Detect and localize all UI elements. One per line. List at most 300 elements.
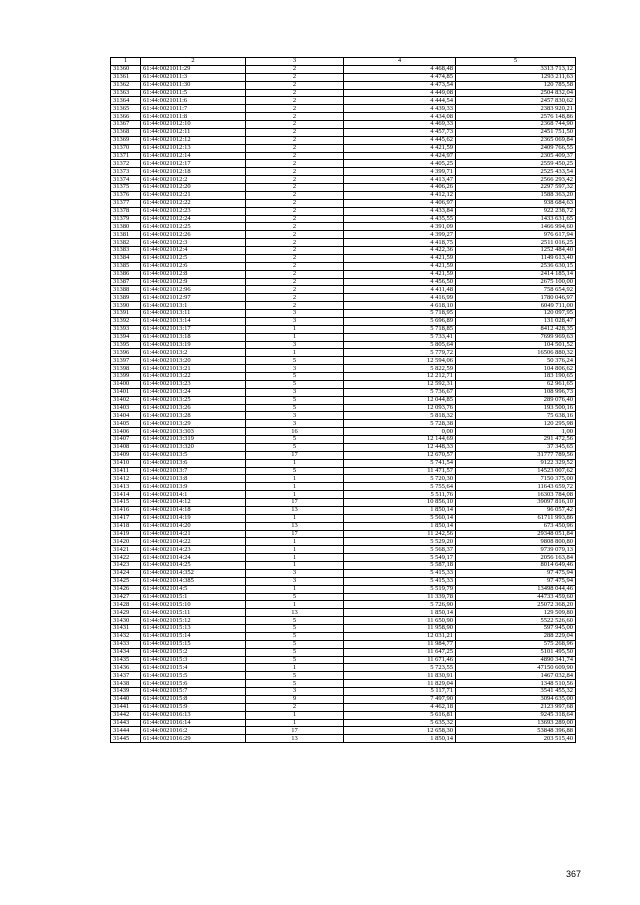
- specific-value-cell: 4 399,27: [344, 231, 456, 239]
- cadastral-number-cell: 61:44:0021014:21: [141, 530, 246, 538]
- specific-value-cell: 5 723,55: [344, 664, 456, 672]
- table-row: [111, 727, 576, 735]
- row-number-cell: 31430: [111, 617, 141, 625]
- table-row: [111, 656, 576, 664]
- cadastral-value-cell: 9122 329,52: [456, 459, 576, 467]
- cadastral-value-cell: 5522 526,60: [456, 617, 576, 625]
- row-number-cell: 31436: [111, 664, 141, 672]
- specific-value-cell: 4 462,18: [344, 703, 456, 711]
- cadastral-value-cell: 291 472,56: [456, 436, 576, 444]
- table-row: [111, 168, 576, 176]
- group-code-cell: 16: [246, 428, 344, 436]
- group-code-cell: 5: [246, 436, 344, 444]
- row-number-cell: 31437: [111, 672, 141, 680]
- group-code-cell: 1: [246, 585, 344, 593]
- row-number-cell: 31398: [111, 365, 141, 373]
- table-row: [111, 420, 576, 428]
- group-code-cell: 17: [246, 451, 344, 459]
- table-row: [111, 239, 576, 247]
- cadastral-value-cell: 1348 510,56: [456, 680, 576, 688]
- specific-value-cell: 5 549,17: [344, 554, 456, 562]
- cadastral-value-cell: 108 996,73: [456, 388, 576, 396]
- row-number-cell: 31440: [111, 695, 141, 703]
- table-row: [111, 144, 576, 152]
- row-number-cell: 31390: [111, 302, 141, 310]
- specific-value-cell: 5 117,71: [344, 688, 456, 696]
- cadastral-number-cell: 61:44:0021014:352: [141, 569, 246, 577]
- table-row: [111, 357, 576, 365]
- specific-value-cell: 5 587,18: [344, 562, 456, 570]
- cadastral-number-cell: 61:44:0021011:5: [141, 89, 246, 97]
- group-code-cell: 2: [246, 294, 344, 302]
- cadastral-value-cell: 1588 363,20: [456, 191, 576, 199]
- table-row: [111, 404, 576, 412]
- row-number-cell: 31362: [111, 81, 141, 89]
- table-row: [111, 286, 576, 294]
- group-code-cell: 13: [246, 522, 344, 530]
- cadastral-value-cell: 129 509,80: [456, 609, 576, 617]
- table-row: [111, 617, 576, 625]
- table-row: [111, 333, 576, 341]
- specific-value-cell: 10 856,10: [344, 499, 456, 507]
- cadastral-value-cell: 120 097,95: [456, 310, 576, 318]
- cadastral-value-cell: 13693 289,00: [456, 719, 576, 727]
- specific-value-cell: 12 031,21: [344, 632, 456, 640]
- cadastral-number-cell: 61:44:0021013:8: [141, 475, 246, 483]
- specific-value-cell: 11 339,78: [344, 593, 456, 601]
- table-row: [111, 522, 576, 530]
- group-code-cell: 2: [246, 207, 344, 215]
- group-code-cell: 2: [246, 89, 344, 97]
- specific-value-cell: 4 412,12: [344, 191, 456, 199]
- specific-value-cell: 4 457,73: [344, 128, 456, 136]
- cadastral-number-cell: 61:44:0021014:20: [141, 522, 246, 530]
- row-number-cell: 31393: [111, 325, 141, 333]
- cadastral-number-cell: 61:44:0021012:10: [141, 121, 246, 129]
- cadastral-value-cell: 2566 293,42: [456, 176, 576, 184]
- row-number-cell: 31419: [111, 530, 141, 538]
- specific-value-cell: 4 406,97: [344, 199, 456, 207]
- specific-value-cell: 4 413,47: [344, 176, 456, 184]
- cadastral-number-cell: 61:44:0021012:24: [141, 215, 246, 223]
- cadastral-value-cell: 120 785,58: [456, 81, 576, 89]
- group-code-cell: 2: [246, 302, 344, 310]
- row-number-cell: 31408: [111, 443, 141, 451]
- specific-value-cell: 12 592,31: [344, 380, 456, 388]
- cadastral-number-cell: 61:44:0021015:8: [141, 695, 246, 703]
- cadastral-value-cell: 2365 069,84: [456, 136, 576, 144]
- table-row: [111, 569, 576, 577]
- cadastral-value-cell: 3094 635,00: [456, 695, 576, 703]
- row-number-cell: 31401: [111, 388, 141, 396]
- row-number-cell: 31386: [111, 270, 141, 278]
- cadastral-number-cell: 61:44:0021012:8: [141, 270, 246, 278]
- cadastral-value-cell: 2414 185,14: [456, 270, 576, 278]
- specific-value-cell: 4 435,55: [344, 215, 456, 223]
- row-number-cell: 31383: [111, 247, 141, 255]
- specific-value-cell: 5 560,14: [344, 514, 456, 522]
- cadastral-value-cell: 2056 163,84: [456, 554, 576, 562]
- cadastral-value-cell: 9739 079,13: [456, 546, 576, 554]
- specific-value-cell: 11 471,57: [344, 467, 456, 475]
- specific-value-cell: 12 594,06: [344, 357, 456, 365]
- row-number-cell: 31428: [111, 601, 141, 609]
- cadastral-value-cell: 8412 428,35: [456, 325, 576, 333]
- group-code-cell: 5: [246, 373, 344, 381]
- cadastral-number-cell: 61:44:0021013:5: [141, 451, 246, 459]
- row-number-cell: 31381: [111, 231, 141, 239]
- group-code-cell: 2: [246, 160, 344, 168]
- cadastral-number-cell: 61:44:0021012:3: [141, 239, 246, 247]
- row-number-cell: 31444: [111, 727, 141, 735]
- cadastral-number-cell: 61:44:0021012:20: [141, 184, 246, 192]
- table-row: [111, 388, 576, 396]
- table-row: [111, 467, 576, 475]
- cadastral-number-cell: 61:44:0021013:24: [141, 388, 246, 396]
- cadastral-value-cell: 2536 630,15: [456, 262, 576, 270]
- group-code-cell: 1: [246, 601, 344, 609]
- specific-value-cell: 11 671,46: [344, 656, 456, 664]
- specific-value-cell: 12 658,30: [344, 727, 456, 735]
- table-row: [111, 247, 576, 255]
- group-code-cell: 2: [246, 254, 344, 262]
- row-number-cell: 31378: [111, 207, 141, 215]
- specific-value-cell: 4 434,08: [344, 113, 456, 121]
- row-number-cell: 31439: [111, 688, 141, 696]
- row-number-cell: 31375: [111, 184, 141, 192]
- cadastral-value-cell: 120 295,98: [456, 420, 576, 428]
- table-row: [111, 310, 576, 318]
- table-body: [111, 65, 576, 742]
- cadastral-value-cell: 50 376,24: [456, 357, 576, 365]
- group-code-cell: 3: [246, 388, 344, 396]
- specific-value-cell: 4 421,59: [344, 144, 456, 152]
- cadastral-value-cell: 2409 766,55: [456, 144, 576, 152]
- table-row: [111, 514, 576, 522]
- table-row: [111, 65, 576, 73]
- specific-value-cell: 5 519,79: [344, 585, 456, 593]
- specific-value-cell: 5 822,59: [344, 365, 456, 373]
- cadastral-value-cell: 47150 609,90: [456, 664, 576, 672]
- table-row: [111, 349, 576, 357]
- specific-value-cell: 11 829,04: [344, 680, 456, 688]
- data-sheet: [110, 57, 575, 743]
- header-row: [111, 58, 576, 66]
- specific-value-cell: 4 449,08: [344, 89, 456, 97]
- cadastral-value-cell: 7150 375,00: [456, 475, 576, 483]
- table-row: [111, 664, 576, 672]
- table-row: [111, 89, 576, 97]
- group-code-cell: 3: [246, 688, 344, 696]
- cadastral-value-cell: 1,00: [456, 428, 576, 436]
- specific-value-cell: 4 422,36: [344, 247, 456, 255]
- row-number-cell: 31445: [111, 735, 141, 743]
- group-code-cell: 2: [246, 65, 344, 73]
- table-header: [111, 58, 576, 66]
- row-number-cell: 31377: [111, 199, 141, 207]
- cadastral-number-cell: 61:44:0021011:3: [141, 73, 246, 81]
- table-row: [111, 491, 576, 499]
- table-row: [111, 191, 576, 199]
- row-number-cell: 31391: [111, 310, 141, 318]
- cadastral-value-cell: 673 450,96: [456, 522, 576, 530]
- group-code-cell: 3: [246, 420, 344, 428]
- cadastral-value-cell: 1780 046,97: [456, 294, 576, 302]
- cadastral-number-cell: 61:44:0021012:6: [141, 262, 246, 270]
- cadastral-value-cell: 2297 597,32: [456, 184, 576, 192]
- row-number-cell: 31361: [111, 73, 141, 81]
- table-row: [111, 546, 576, 554]
- row-number-cell: 31415: [111, 499, 141, 507]
- cadastral-number-cell: 61:44:0021015:1: [141, 593, 246, 601]
- table-row: [111, 719, 576, 727]
- cadastral-value-cell: 597 945,00: [456, 625, 576, 633]
- row-number-cell: 31435: [111, 656, 141, 664]
- row-number-cell: 31367: [111, 121, 141, 129]
- group-code-cell: 3: [246, 317, 344, 325]
- cadastral-number-cell: 61:44:0021015:13: [141, 625, 246, 633]
- group-code-cell: 2: [246, 176, 344, 184]
- cadastral-number-cell: 61:44:0021015:6: [141, 680, 246, 688]
- cadastral-number-cell: 61:44:0021015:14: [141, 632, 246, 640]
- table-row: [111, 341, 576, 349]
- group-code-cell: 3: [246, 341, 344, 349]
- row-number-cell: 31424: [111, 569, 141, 577]
- cadastral-number-cell: 61:44:0021014:23: [141, 546, 246, 554]
- cadastral-value-cell: 13498 044,46: [456, 585, 576, 593]
- table-row: [111, 695, 576, 703]
- header-col-5: 5: [456, 58, 576, 66]
- specific-value-cell: 11 830,91: [344, 672, 456, 680]
- group-code-cell: 2: [246, 278, 344, 286]
- row-number-cell: 31414: [111, 491, 141, 499]
- row-number-cell: 31371: [111, 152, 141, 160]
- group-code-cell: 13: [246, 609, 344, 617]
- table-row: [111, 254, 576, 262]
- cadastral-number-cell: 61:44:0021015:5: [141, 672, 246, 680]
- cadastral-value-cell: 97 475,94: [456, 569, 576, 577]
- cadastral-value-cell: 1252 484,40: [456, 247, 576, 255]
- table-row: [111, 121, 576, 129]
- specific-value-cell: 4 391,09: [344, 223, 456, 231]
- table-row: [111, 459, 576, 467]
- cadastral-value-cell: 44733 459,60: [456, 593, 576, 601]
- group-code-cell: 1: [246, 719, 344, 727]
- table-row: [111, 302, 576, 310]
- cadastral-value-cell: 922 238,72: [456, 207, 576, 215]
- specific-value-cell: 5 635,32: [344, 719, 456, 727]
- specific-value-cell: 4 473,54: [344, 81, 456, 89]
- cadastral-value-cell: 39097 816,10: [456, 499, 576, 507]
- cadastral-number-cell: 61:44:0021012:23: [141, 207, 246, 215]
- row-number-cell: 31397: [111, 357, 141, 365]
- cadastral-value-cell: 7699 969,63: [456, 333, 576, 341]
- specific-value-cell: 4 445,62: [344, 136, 456, 144]
- header-col-1: 1: [111, 58, 141, 66]
- group-code-cell: 2: [246, 191, 344, 199]
- group-code-cell: 2: [246, 262, 344, 270]
- row-number-cell: 31389: [111, 294, 141, 302]
- group-code-cell: 17: [246, 530, 344, 538]
- specific-value-cell: 5 755,64: [344, 483, 456, 491]
- row-number-cell: 31370: [111, 144, 141, 152]
- group-code-cell: 5: [246, 648, 344, 656]
- row-number-cell: 31402: [111, 396, 141, 404]
- row-number-cell: 31365: [111, 105, 141, 113]
- cadastral-number-cell: 61:44:0021013:6: [141, 459, 246, 467]
- cadastral-number-cell: 61:44:0021011:7: [141, 105, 246, 113]
- specific-value-cell: 4 474,85: [344, 73, 456, 81]
- table-row: [111, 554, 576, 562]
- cadastral-value-cell: 5101 495,50: [456, 648, 576, 656]
- cadastral-value-cell: 96 057,42: [456, 506, 576, 514]
- cadastral-value-cell: 575 268,96: [456, 640, 576, 648]
- cadastral-number-cell: 61:44:0021016:29: [141, 735, 246, 743]
- table-row: [111, 412, 576, 420]
- row-number-cell: 31438: [111, 680, 141, 688]
- group-code-cell: 1: [246, 491, 344, 499]
- group-code-cell: 2: [246, 73, 344, 81]
- table-row: [111, 609, 576, 617]
- cadastral-number-cell: 61:44:0021011:30: [141, 81, 246, 89]
- table-row: [111, 562, 576, 570]
- cadastral-number-cell: 61:44:0021012:25: [141, 223, 246, 231]
- group-code-cell: 1: [246, 664, 344, 672]
- table-row: [111, 483, 576, 491]
- cadastral-number-cell: 61:44:0021012:96: [141, 286, 246, 294]
- group-code-cell: 1: [246, 711, 344, 719]
- cadastral-value-cell: 131 028,47: [456, 317, 576, 325]
- row-number-cell: 31406: [111, 428, 141, 436]
- table-row: [111, 152, 576, 160]
- table-row: [111, 176, 576, 184]
- group-code-cell: 5: [246, 680, 344, 688]
- cadastral-value-cell: 758 654,92: [456, 286, 576, 294]
- table-row: [111, 81, 576, 89]
- cadastral-number-cell: 61:44:0021015:12: [141, 617, 246, 625]
- cadastral-number-cell: 61:44:0021014:18: [141, 506, 246, 514]
- row-number-cell: 31395: [111, 341, 141, 349]
- cadastral-value-cell: 37 345,65: [456, 443, 576, 451]
- cadastral-number-cell: 61:44:0021015:15: [141, 640, 246, 648]
- header-col-2: 2: [141, 58, 246, 66]
- row-number-cell: 31392: [111, 317, 141, 325]
- cadastral-value-cell: 1466 994,60: [456, 223, 576, 231]
- specific-value-cell: 12 448,33: [344, 443, 456, 451]
- group-code-cell: 3: [246, 577, 344, 585]
- cadastral-number-cell: 61:44:0021013:20: [141, 357, 246, 365]
- table-row: [111, 672, 576, 680]
- table-row: [111, 688, 576, 696]
- row-number-cell: 31433: [111, 640, 141, 648]
- cadastral-number-cell: 61:44:0021012:97: [141, 294, 246, 302]
- group-code-cell: 5: [246, 357, 344, 365]
- table-row: [111, 530, 576, 538]
- group-code-cell: 1: [246, 554, 344, 562]
- cadastral-value-cell: 203 515,40: [456, 735, 576, 743]
- cadastral-value-cell: 2383 920,21: [456, 105, 576, 113]
- cadastral-number-cell: 61:44:0021015:11: [141, 609, 246, 617]
- cadastral-number-cell: 61:44:0021014:12: [141, 499, 246, 507]
- specific-value-cell: 5 818,32: [344, 412, 456, 420]
- cadastral-value-cell: 1149 613,40: [456, 254, 576, 262]
- cadastral-number-cell: 61:44:0021016:2: [141, 727, 246, 735]
- specific-value-cell: 12 212,71: [344, 373, 456, 381]
- specific-value-cell: 4 444,54: [344, 97, 456, 105]
- row-number-cell: 31410: [111, 459, 141, 467]
- table-row: [111, 223, 576, 231]
- specific-value-cell: 0,00: [344, 428, 456, 436]
- table-row: [111, 380, 576, 388]
- cadastral-number-cell: 61:44:0021012:14: [141, 152, 246, 160]
- row-number-cell: 31366: [111, 113, 141, 121]
- specific-value-cell: 4 618,10: [344, 302, 456, 310]
- group-code-cell: 2: [246, 215, 344, 223]
- specific-value-cell: 12 670,57: [344, 451, 456, 459]
- table-row: [111, 711, 576, 719]
- cadastral-number-cell: 61:44:0021013:320: [141, 443, 246, 451]
- row-number-cell: 31441: [111, 703, 141, 711]
- group-code-cell: 1: [246, 475, 344, 483]
- cadastral-number-cell: 61:44:0021012:11: [141, 128, 246, 136]
- specific-value-cell: 5 511,76: [344, 491, 456, 499]
- cadastral-value-cell: 183 190,65: [456, 373, 576, 381]
- table-row: [111, 325, 576, 333]
- page-number: 367: [566, 869, 582, 879]
- cadastral-value-cell: 6049 711,00: [456, 302, 576, 310]
- cadastral-value-cell: 62 961,65: [456, 380, 576, 388]
- row-number-cell: 31432: [111, 632, 141, 640]
- table-row: [111, 585, 576, 593]
- cadastral-value-cell: 2504 832,04: [456, 89, 576, 97]
- group-code-cell: 3: [246, 412, 344, 420]
- cadastral-number-cell: 61:44:0021013:17: [141, 325, 246, 333]
- cadastral-number-cell: 61:44:0021015:10: [141, 601, 246, 609]
- cadastral-value-cell: 938 684,63: [456, 199, 576, 207]
- table-row: [111, 735, 576, 743]
- specific-value-cell: 4 405,25: [344, 160, 456, 168]
- specific-value-cell: 4 439,33: [344, 105, 456, 113]
- cadastral-value-cell: 289 076,40: [456, 396, 576, 404]
- cadastral-number-cell: 61:44:0021013:23: [141, 380, 246, 388]
- cadastral-number-cell: 61:44:0021013:14: [141, 317, 246, 325]
- cadastral-value-cell: 1433 631,65: [456, 215, 576, 223]
- table-row: [111, 365, 576, 373]
- row-number-cell: 31431: [111, 625, 141, 633]
- table-row: [111, 506, 576, 514]
- group-code-cell: 2: [246, 136, 344, 144]
- cadastral-number-cell: 61:44:0021014:19: [141, 514, 246, 522]
- cadastral-number-cell: 61:44:0021013:22: [141, 373, 246, 381]
- specific-value-cell: 5 741,54: [344, 459, 456, 467]
- cadastral-value-cell: 3541 455,32: [456, 688, 576, 696]
- row-number-cell: 31418: [111, 522, 141, 530]
- table-row: [111, 640, 576, 648]
- specific-value-cell: 4 421,59: [344, 270, 456, 278]
- cadastral-number-cell: 61:44:0021013:11: [141, 310, 246, 318]
- cadastral-number-cell: 61:44:0021013:9: [141, 483, 246, 491]
- table-row: [111, 136, 576, 144]
- table-row: [111, 428, 576, 436]
- group-code-cell: 5: [246, 617, 344, 625]
- specific-value-cell: 4 421,59: [344, 254, 456, 262]
- row-number-cell: 31379: [111, 215, 141, 223]
- specific-value-cell: 4 421,59: [344, 262, 456, 270]
- specific-value-cell: 11 958,90: [344, 625, 456, 633]
- specific-value-cell: 11 650,90: [344, 617, 456, 625]
- specific-value-cell: 5 696,89: [344, 317, 456, 325]
- specific-value-cell: 5 718,85: [344, 325, 456, 333]
